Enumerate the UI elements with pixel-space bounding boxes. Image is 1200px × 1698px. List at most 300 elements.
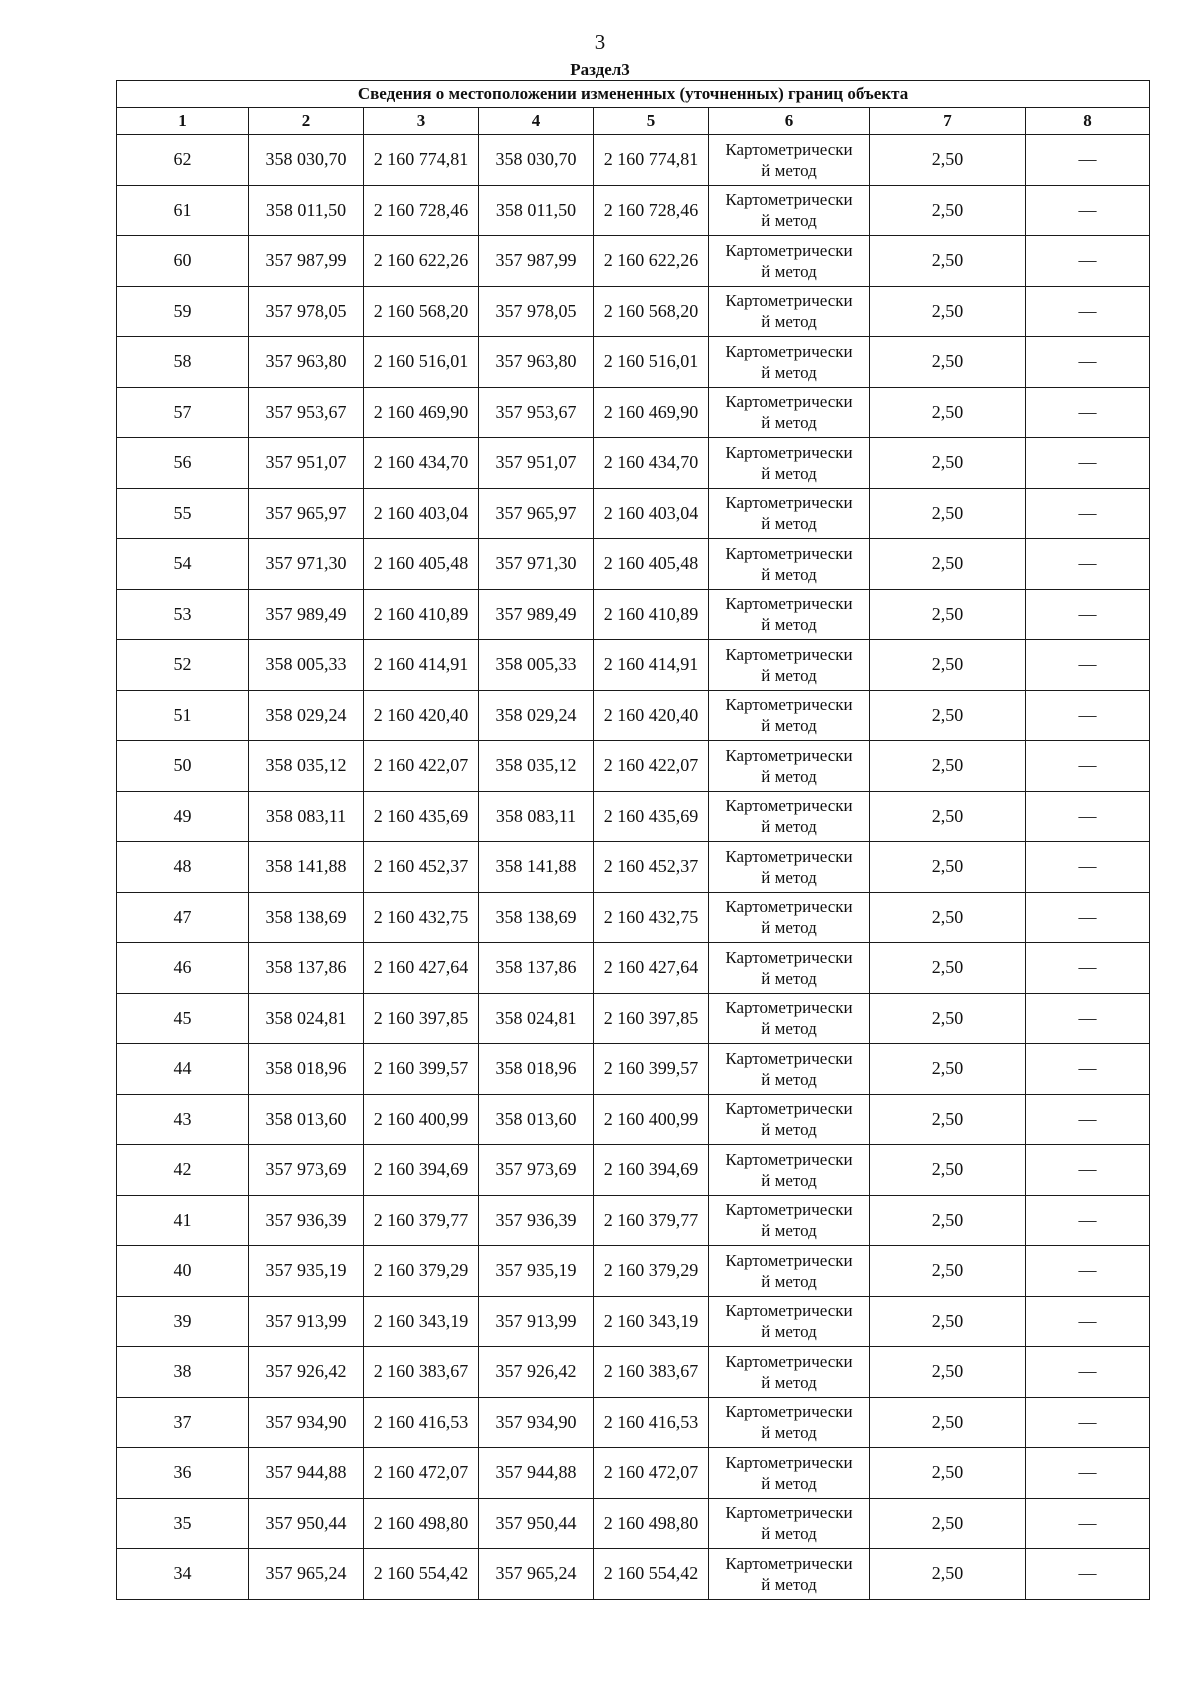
table-row bbox=[117, 741, 1150, 792]
empty-value-cell: — bbox=[1026, 1044, 1150, 1095]
method-cell bbox=[709, 236, 870, 287]
empty-value-cell: — bbox=[1026, 1094, 1150, 1145]
y-coordinate-cell: 2 160 516,01 bbox=[364, 337, 479, 388]
y-coordinate-cell: 2 160 383,67 bbox=[594, 1347, 709, 1398]
method-cell bbox=[709, 1397, 870, 1448]
x-coordinate-cell: 357 971,30 bbox=[249, 539, 364, 590]
y-coordinate-cell: 2 160 472,07 bbox=[594, 1448, 709, 1499]
method-line: й метод bbox=[761, 362, 817, 382]
y-coordinate-cell: 2 160 427,64 bbox=[364, 943, 479, 994]
method-line: Картометрически bbox=[725, 947, 853, 967]
x-coordinate-cell: 357 950,44 bbox=[249, 1498, 364, 1549]
method-line: Картометрически bbox=[725, 644, 853, 664]
table-row bbox=[117, 690, 1150, 741]
method-line: й метод bbox=[761, 1372, 817, 1392]
point-number-cell: 46 bbox=[117, 943, 249, 994]
accuracy-cell: 2,50 bbox=[870, 943, 1026, 994]
method-line: Картометрически bbox=[725, 1351, 853, 1371]
method-line: Картометрически bbox=[725, 1301, 853, 1321]
accuracy-cell: 2,50 bbox=[870, 539, 1026, 590]
table-row bbox=[117, 135, 1150, 186]
empty-value-cell: — bbox=[1026, 185, 1150, 236]
x-coordinate-cell: 358 011,50 bbox=[249, 185, 364, 236]
y-coordinate-cell: 2 160 403,04 bbox=[594, 488, 709, 539]
x-coordinate-cell: 358 030,70 bbox=[249, 135, 364, 186]
y-coordinate-cell: 2 160 397,85 bbox=[364, 993, 479, 1044]
method-line: Картометрически bbox=[725, 897, 853, 917]
y-coordinate-cell: 2 160 422,07 bbox=[594, 741, 709, 792]
empty-value-cell: — bbox=[1026, 488, 1150, 539]
method-line: й метод bbox=[761, 1423, 817, 1443]
method-line: й метод bbox=[761, 463, 817, 483]
accuracy-cell: 2,50 bbox=[870, 387, 1026, 438]
table-row bbox=[117, 236, 1150, 287]
x-coordinate-cell: 357 965,97 bbox=[249, 488, 364, 539]
method-line: й метод bbox=[761, 665, 817, 685]
accuracy-cell: 2,50 bbox=[870, 1195, 1026, 1246]
y-coordinate-cell: 2 160 394,69 bbox=[594, 1145, 709, 1196]
method-cell bbox=[709, 286, 870, 337]
accuracy-cell: 2,50 bbox=[870, 438, 1026, 489]
accuracy-cell: 2,50 bbox=[870, 488, 1026, 539]
point-number-cell: 50 bbox=[117, 741, 249, 792]
table-row bbox=[117, 1347, 1150, 1398]
y-coordinate-cell: 2 160 554,42 bbox=[594, 1549, 709, 1600]
column-header: 1 bbox=[117, 108, 249, 135]
x-coordinate-cell: 357 963,80 bbox=[479, 337, 594, 388]
x-coordinate-cell: 358 141,88 bbox=[249, 842, 364, 893]
y-coordinate-cell: 2 160 379,77 bbox=[364, 1195, 479, 1246]
method-line: й метод bbox=[761, 261, 817, 281]
x-coordinate-cell: 357 944,88 bbox=[479, 1448, 594, 1499]
method-cell bbox=[709, 1498, 870, 1549]
empty-value-cell: — bbox=[1026, 135, 1150, 186]
accuracy-cell: 2,50 bbox=[870, 236, 1026, 287]
table-row bbox=[117, 1145, 1150, 1196]
point-number-cell: 53 bbox=[117, 589, 249, 640]
x-coordinate-cell: 357 951,07 bbox=[479, 438, 594, 489]
x-coordinate-cell: 357 987,99 bbox=[479, 236, 594, 287]
point-number-cell: 37 bbox=[117, 1397, 249, 1448]
empty-value-cell: — bbox=[1026, 640, 1150, 691]
table-row bbox=[117, 1195, 1150, 1246]
point-number-cell: 39 bbox=[117, 1296, 249, 1347]
point-number-cell: 49 bbox=[117, 791, 249, 842]
accuracy-cell: 2,50 bbox=[870, 1498, 1026, 1549]
method-cell bbox=[709, 690, 870, 741]
x-coordinate-cell: 358 141,88 bbox=[479, 842, 594, 893]
y-coordinate-cell: 2 160 394,69 bbox=[364, 1145, 479, 1196]
x-coordinate-cell: 357 913,99 bbox=[479, 1296, 594, 1347]
method-line: й метод bbox=[761, 1574, 817, 1594]
table-row bbox=[117, 1044, 1150, 1095]
accuracy-cell: 2,50 bbox=[870, 892, 1026, 943]
y-coordinate-cell: 2 160 416,53 bbox=[594, 1397, 709, 1448]
table-row bbox=[117, 1094, 1150, 1145]
table-row bbox=[117, 1397, 1150, 1448]
y-coordinate-cell: 2 160 383,67 bbox=[364, 1347, 479, 1398]
point-number-cell: 54 bbox=[117, 539, 249, 590]
table-caption-row bbox=[117, 81, 1150, 108]
method-line: Картометрически bbox=[725, 1503, 853, 1523]
point-number-cell: 52 bbox=[117, 640, 249, 691]
method-cell bbox=[709, 1094, 870, 1145]
y-coordinate-cell: 2 160 403,04 bbox=[364, 488, 479, 539]
y-coordinate-cell: 2 160 399,57 bbox=[594, 1044, 709, 1095]
y-coordinate-cell: 2 160 405,48 bbox=[594, 539, 709, 590]
method-line: Картометрически bbox=[725, 1099, 853, 1119]
accuracy-cell: 2,50 bbox=[870, 1549, 1026, 1600]
method-line: й метод bbox=[761, 413, 817, 433]
table-row bbox=[117, 892, 1150, 943]
method-line: й метод bbox=[761, 867, 817, 887]
method-line: Картометрически bbox=[725, 1553, 853, 1573]
y-coordinate-cell: 2 160 414,91 bbox=[594, 640, 709, 691]
y-coordinate-cell: 2 160 399,57 bbox=[364, 1044, 479, 1095]
accuracy-cell: 2,50 bbox=[870, 741, 1026, 792]
method-line: Картометрически bbox=[725, 1200, 853, 1220]
method-cell bbox=[709, 1448, 870, 1499]
x-coordinate-cell: 357 965,97 bbox=[479, 488, 594, 539]
x-coordinate-cell: 358 138,69 bbox=[249, 892, 364, 943]
column-header: 8 bbox=[1026, 108, 1150, 135]
table-row bbox=[117, 438, 1150, 489]
x-coordinate-cell: 357 944,88 bbox=[249, 1448, 364, 1499]
point-number-cell: 41 bbox=[117, 1195, 249, 1246]
point-number-cell: 45 bbox=[117, 993, 249, 1044]
x-coordinate-cell: 357 978,05 bbox=[249, 286, 364, 337]
x-coordinate-cell: 357 965,24 bbox=[479, 1549, 594, 1600]
x-coordinate-cell: 358 083,11 bbox=[479, 791, 594, 842]
section-title: Раздел3 bbox=[570, 60, 630, 79]
method-line: Картометрически bbox=[725, 442, 853, 462]
method-line: й метод bbox=[761, 968, 817, 988]
x-coordinate-cell: 357 963,80 bbox=[249, 337, 364, 388]
method-line: й метод bbox=[761, 211, 817, 231]
y-coordinate-cell: 2 160 568,20 bbox=[594, 286, 709, 337]
empty-value-cell: — bbox=[1026, 892, 1150, 943]
method-cell bbox=[709, 1296, 870, 1347]
y-coordinate-cell: 2 160 516,01 bbox=[594, 337, 709, 388]
x-coordinate-cell: 357 973,69 bbox=[249, 1145, 364, 1196]
table-row bbox=[117, 286, 1150, 337]
method-cell bbox=[709, 1195, 870, 1246]
x-coordinate-cell: 358 030,70 bbox=[479, 135, 594, 186]
y-coordinate-cell: 2 160 400,99 bbox=[594, 1094, 709, 1145]
x-coordinate-cell: 357 989,49 bbox=[249, 589, 364, 640]
accuracy-cell: 2,50 bbox=[870, 1448, 1026, 1499]
y-coordinate-cell: 2 160 554,42 bbox=[364, 1549, 479, 1600]
coordinates-table bbox=[116, 80, 1150, 1600]
method-line: Картометрически bbox=[725, 392, 853, 412]
point-number-cell: 35 bbox=[117, 1498, 249, 1549]
method-line: Картометрически bbox=[725, 291, 853, 311]
x-coordinate-cell: 358 018,96 bbox=[249, 1044, 364, 1095]
x-coordinate-cell: 357 936,39 bbox=[479, 1195, 594, 1246]
method-cell bbox=[709, 1145, 870, 1196]
method-line: Картометрически bbox=[725, 594, 853, 614]
accuracy-cell: 2,50 bbox=[870, 1397, 1026, 1448]
empty-value-cell: — bbox=[1026, 387, 1150, 438]
x-coordinate-cell: 358 029,24 bbox=[479, 690, 594, 741]
point-number-cell: 36 bbox=[117, 1448, 249, 1499]
empty-value-cell: — bbox=[1026, 842, 1150, 893]
point-number-cell: 44 bbox=[117, 1044, 249, 1095]
y-coordinate-cell: 2 160 469,90 bbox=[594, 387, 709, 438]
empty-value-cell: — bbox=[1026, 1246, 1150, 1297]
x-coordinate-cell: 357 926,42 bbox=[249, 1347, 364, 1398]
method-line: Картометрически bbox=[725, 1402, 853, 1422]
point-number-cell: 58 bbox=[117, 337, 249, 388]
table-row bbox=[117, 387, 1150, 438]
x-coordinate-cell: 358 137,86 bbox=[479, 943, 594, 994]
x-coordinate-cell: 358 024,81 bbox=[479, 993, 594, 1044]
y-coordinate-cell: 2 160 435,69 bbox=[364, 791, 479, 842]
y-coordinate-cell: 2 160 343,19 bbox=[594, 1296, 709, 1347]
table-body bbox=[117, 135, 1150, 1600]
method-line: й метод bbox=[761, 1170, 817, 1190]
x-coordinate-cell: 357 965,24 bbox=[249, 1549, 364, 1600]
method-cell bbox=[709, 892, 870, 943]
accuracy-cell: 2,50 bbox=[870, 1145, 1026, 1196]
accuracy-cell: 2,50 bbox=[870, 1094, 1026, 1145]
method-line: Картометрически bbox=[725, 139, 853, 159]
table-row bbox=[117, 943, 1150, 994]
y-coordinate-cell: 2 160 774,81 bbox=[364, 135, 479, 186]
method-line: й метод bbox=[761, 514, 817, 534]
x-coordinate-cell: 358 035,12 bbox=[249, 741, 364, 792]
empty-value-cell: — bbox=[1026, 1448, 1150, 1499]
x-coordinate-cell: 357 989,49 bbox=[479, 589, 594, 640]
column-header: 4 bbox=[479, 108, 594, 135]
method-cell bbox=[709, 488, 870, 539]
accuracy-cell: 2,50 bbox=[870, 993, 1026, 1044]
x-coordinate-cell: 358 013,60 bbox=[249, 1094, 364, 1145]
column-header: 5 bbox=[594, 108, 709, 135]
method-line: Картометрически bbox=[725, 240, 853, 260]
point-number-cell: 61 bbox=[117, 185, 249, 236]
y-coordinate-cell: 2 160 379,29 bbox=[364, 1246, 479, 1297]
method-cell bbox=[709, 1044, 870, 1095]
x-coordinate-cell: 357 935,19 bbox=[249, 1246, 364, 1297]
empty-value-cell: — bbox=[1026, 1145, 1150, 1196]
point-number-cell: 62 bbox=[117, 135, 249, 186]
x-coordinate-cell: 358 011,50 bbox=[479, 185, 594, 236]
point-number-cell: 56 bbox=[117, 438, 249, 489]
x-coordinate-cell: 357 950,44 bbox=[479, 1498, 594, 1549]
empty-value-cell: — bbox=[1026, 438, 1150, 489]
y-coordinate-cell: 2 160 405,48 bbox=[364, 539, 479, 590]
y-coordinate-cell: 2 160 472,07 bbox=[364, 1448, 479, 1499]
x-coordinate-cell: 358 013,60 bbox=[479, 1094, 594, 1145]
y-coordinate-cell: 2 160 434,70 bbox=[364, 438, 479, 489]
y-coordinate-cell: 2 160 728,46 bbox=[364, 185, 479, 236]
point-number-cell: 40 bbox=[117, 1246, 249, 1297]
y-coordinate-cell: 2 160 452,37 bbox=[364, 842, 479, 893]
x-coordinate-cell: 357 987,99 bbox=[249, 236, 364, 287]
table-row bbox=[117, 539, 1150, 590]
table-row bbox=[117, 791, 1150, 842]
method-line: й метод bbox=[761, 1019, 817, 1039]
method-line: Картометрически bbox=[725, 998, 853, 1018]
y-coordinate-cell: 2 160 420,40 bbox=[594, 690, 709, 741]
method-line: Картометрически bbox=[725, 341, 853, 361]
empty-value-cell: — bbox=[1026, 690, 1150, 741]
empty-value-cell: — bbox=[1026, 589, 1150, 640]
point-number-cell: 38 bbox=[117, 1347, 249, 1398]
x-coordinate-cell: 357 926,42 bbox=[479, 1347, 594, 1398]
point-number-cell: 42 bbox=[117, 1145, 249, 1196]
x-coordinate-cell: 358 035,12 bbox=[479, 741, 594, 792]
x-coordinate-cell: 357 951,07 bbox=[249, 438, 364, 489]
method-cell bbox=[709, 791, 870, 842]
point-number-cell: 55 bbox=[117, 488, 249, 539]
x-coordinate-cell: 357 934,90 bbox=[479, 1397, 594, 1448]
method-cell bbox=[709, 539, 870, 590]
table-header-row bbox=[117, 108, 1150, 135]
x-coordinate-cell: 358 083,11 bbox=[249, 791, 364, 842]
method-cell bbox=[709, 185, 870, 236]
accuracy-cell: 2,50 bbox=[870, 1044, 1026, 1095]
method-line: й метод bbox=[761, 716, 817, 736]
method-cell bbox=[709, 943, 870, 994]
x-coordinate-cell: 357 934,90 bbox=[249, 1397, 364, 1448]
method-cell bbox=[709, 1347, 870, 1398]
table-row bbox=[117, 993, 1150, 1044]
method-cell bbox=[709, 337, 870, 388]
empty-value-cell: — bbox=[1026, 539, 1150, 590]
x-coordinate-cell: 357 971,30 bbox=[479, 539, 594, 590]
table-row bbox=[117, 488, 1150, 539]
accuracy-cell: 2,50 bbox=[870, 1347, 1026, 1398]
method-line: й метод bbox=[761, 160, 817, 180]
y-coordinate-cell: 2 160 379,29 bbox=[594, 1246, 709, 1297]
method-line: Картометрически bbox=[725, 1452, 853, 1472]
y-coordinate-cell: 2 160 427,64 bbox=[594, 943, 709, 994]
empty-value-cell: — bbox=[1026, 993, 1150, 1044]
table-row bbox=[117, 1549, 1150, 1600]
page-number: 3 bbox=[594, 30, 606, 54]
method-line: й метод bbox=[761, 1271, 817, 1291]
method-line: Картометрически bbox=[725, 1048, 853, 1068]
point-number-cell: 34 bbox=[117, 1549, 249, 1600]
point-number-cell: 60 bbox=[117, 236, 249, 287]
method-line: й метод bbox=[761, 1524, 817, 1544]
y-coordinate-cell: 2 160 434,70 bbox=[594, 438, 709, 489]
x-coordinate-cell: 358 018,96 bbox=[479, 1044, 594, 1095]
accuracy-cell: 2,50 bbox=[870, 286, 1026, 337]
x-coordinate-cell: 358 005,33 bbox=[249, 640, 364, 691]
method-line: й метод bbox=[761, 1221, 817, 1241]
empty-value-cell: — bbox=[1026, 791, 1150, 842]
point-number-cell: 47 bbox=[117, 892, 249, 943]
accuracy-cell: 2,50 bbox=[870, 589, 1026, 640]
method-line: Картометрически bbox=[725, 190, 853, 210]
x-coordinate-cell: 357 913,99 bbox=[249, 1296, 364, 1347]
y-coordinate-cell: 2 160 568,20 bbox=[364, 286, 479, 337]
accuracy-cell: 2,50 bbox=[870, 135, 1026, 186]
accuracy-cell: 2,50 bbox=[870, 791, 1026, 842]
empty-value-cell: — bbox=[1026, 1397, 1150, 1448]
table-row bbox=[117, 337, 1150, 388]
empty-value-cell: — bbox=[1026, 1498, 1150, 1549]
y-coordinate-cell: 2 160 422,07 bbox=[364, 741, 479, 792]
accuracy-cell: 2,50 bbox=[870, 640, 1026, 691]
empty-value-cell: — bbox=[1026, 1296, 1150, 1347]
point-number-cell: 51 bbox=[117, 690, 249, 741]
table-row bbox=[117, 842, 1150, 893]
method-line: Картометрически bbox=[725, 1149, 853, 1169]
x-coordinate-cell: 357 978,05 bbox=[479, 286, 594, 337]
x-coordinate-cell: 357 973,69 bbox=[479, 1145, 594, 1196]
method-line: Картометрически bbox=[725, 796, 853, 816]
x-coordinate-cell: 358 138,69 bbox=[479, 892, 594, 943]
y-coordinate-cell: 2 160 432,75 bbox=[364, 892, 479, 943]
x-coordinate-cell: 358 005,33 bbox=[479, 640, 594, 691]
x-coordinate-cell: 358 029,24 bbox=[249, 690, 364, 741]
accuracy-cell: 2,50 bbox=[870, 337, 1026, 388]
method-cell bbox=[709, 135, 870, 186]
table-row bbox=[117, 1246, 1150, 1297]
accuracy-cell: 2,50 bbox=[870, 185, 1026, 236]
empty-value-cell: — bbox=[1026, 236, 1150, 287]
y-coordinate-cell: 2 160 498,80 bbox=[594, 1498, 709, 1549]
y-coordinate-cell: 2 160 397,85 bbox=[594, 993, 709, 1044]
y-coordinate-cell: 2 160 432,75 bbox=[594, 892, 709, 943]
empty-value-cell: — bbox=[1026, 943, 1150, 994]
y-coordinate-cell: 2 160 622,26 bbox=[364, 236, 479, 287]
y-coordinate-cell: 2 160 410,89 bbox=[594, 589, 709, 640]
y-coordinate-cell: 2 160 498,80 bbox=[364, 1498, 479, 1549]
method-cell bbox=[709, 438, 870, 489]
accuracy-cell: 2,50 bbox=[870, 1246, 1026, 1297]
y-coordinate-cell: 2 160 435,69 bbox=[594, 791, 709, 842]
method-line: й метод bbox=[761, 1473, 817, 1493]
method-line: й метод bbox=[761, 1120, 817, 1140]
point-number-cell: 48 bbox=[117, 842, 249, 893]
method-line: Картометрически bbox=[725, 846, 853, 866]
point-number-cell: 43 bbox=[117, 1094, 249, 1145]
empty-value-cell: — bbox=[1026, 741, 1150, 792]
column-header: 6 bbox=[709, 108, 870, 135]
method-cell bbox=[709, 741, 870, 792]
point-number-cell: 59 bbox=[117, 286, 249, 337]
method-line: Картометрически bbox=[725, 695, 853, 715]
column-header: 7 bbox=[870, 108, 1026, 135]
y-coordinate-cell: 2 160 469,90 bbox=[364, 387, 479, 438]
accuracy-cell: 2,50 bbox=[870, 1296, 1026, 1347]
accuracy-cell: 2,50 bbox=[870, 842, 1026, 893]
empty-value-cell: — bbox=[1026, 286, 1150, 337]
table-row bbox=[117, 185, 1150, 236]
method-cell bbox=[709, 589, 870, 640]
y-coordinate-cell: 2 160 774,81 bbox=[594, 135, 709, 186]
method-cell bbox=[709, 993, 870, 1044]
method-line: Картометрически bbox=[725, 1250, 853, 1270]
empty-value-cell: — bbox=[1026, 1195, 1150, 1246]
method-line: Картометрически bbox=[725, 745, 853, 765]
method-line: й метод bbox=[761, 766, 817, 786]
method-cell bbox=[709, 1246, 870, 1297]
x-coordinate-cell: 358 024,81 bbox=[249, 993, 364, 1044]
method-line: й метод bbox=[761, 1069, 817, 1089]
y-coordinate-cell: 2 160 416,53 bbox=[364, 1397, 479, 1448]
x-coordinate-cell: 357 935,19 bbox=[479, 1246, 594, 1297]
table-row bbox=[117, 1448, 1150, 1499]
method-cell bbox=[709, 842, 870, 893]
y-coordinate-cell: 2 160 410,89 bbox=[364, 589, 479, 640]
x-coordinate-cell: 357 953,67 bbox=[479, 387, 594, 438]
